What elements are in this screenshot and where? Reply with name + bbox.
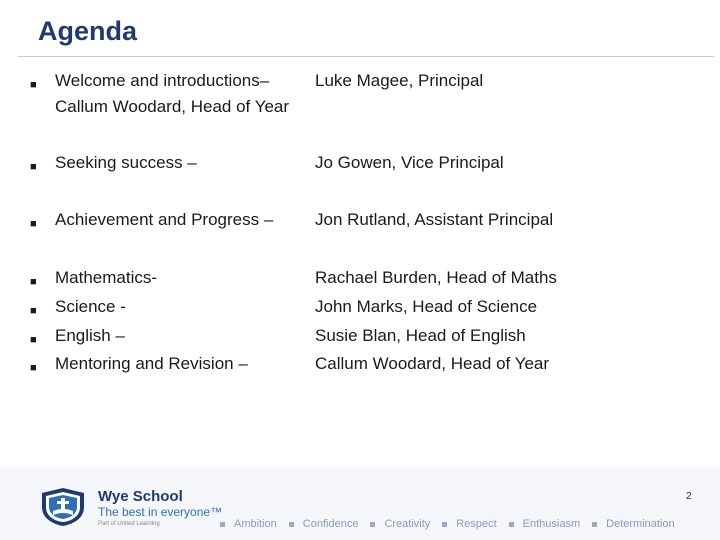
value-item: Ambition (220, 518, 277, 530)
agenda-item-label: English – (55, 326, 125, 345)
agenda-item-presenter-continued: Callum Woodard, Head of Year (55, 97, 290, 116)
school-tagline: The best in everyone™ (98, 505, 223, 519)
agenda-item-label: Welcome and introductions– (55, 71, 270, 90)
school-values (220, 518, 687, 530)
square-bullet-icon (30, 74, 38, 96)
agenda-item-label: Achievement and Progress – (55, 210, 274, 229)
square-bullet-icon (30, 271, 38, 293)
value-item: Respect (442, 518, 496, 530)
agenda-item-label: Mathematics- (55, 268, 158, 287)
agenda-item-label: Science - (55, 297, 126, 316)
agenda-item-label: Seeking success – (55, 153, 197, 172)
square-bullet-icon (30, 213, 38, 235)
school-crest-icon (40, 487, 86, 527)
agenda-item-presenter: Susie Blan, Head of English (315, 326, 526, 345)
title-divider (18, 56, 714, 57)
value-item: Creativity (370, 518, 430, 530)
value-item: Confidence (289, 518, 359, 530)
agenda-item-presenter: Rachael Burden, Head of Maths (315, 268, 557, 287)
agenda-item-presenter: Jo Gowen, Vice Principal (315, 153, 504, 172)
square-bullet-icon (30, 329, 38, 351)
agenda-item-presenter: Luke Magee, Principal (315, 71, 484, 90)
agenda-item-presenter: Callum Woodard, Head of Year (315, 354, 550, 373)
agenda-item-label: Mentoring and Revision – (55, 354, 248, 373)
square-bullet-icon (30, 156, 38, 178)
square-bullet-icon (30, 357, 38, 379)
agenda-item-presenter: John Marks, Head of Science (315, 297, 538, 316)
page-number: 2 (686, 491, 692, 502)
school-name: Wye School (98, 488, 183, 505)
school-affiliation: Part of United Learning (98, 521, 160, 527)
agenda-item-presenter: Jon Rutland, Assistant Principal (315, 210, 554, 229)
square-bullet-icon (30, 300, 38, 322)
value-item: Enthusiasm (509, 518, 580, 530)
page-title: Agenda (38, 16, 138, 46)
value-item: Determination (592, 518, 674, 530)
